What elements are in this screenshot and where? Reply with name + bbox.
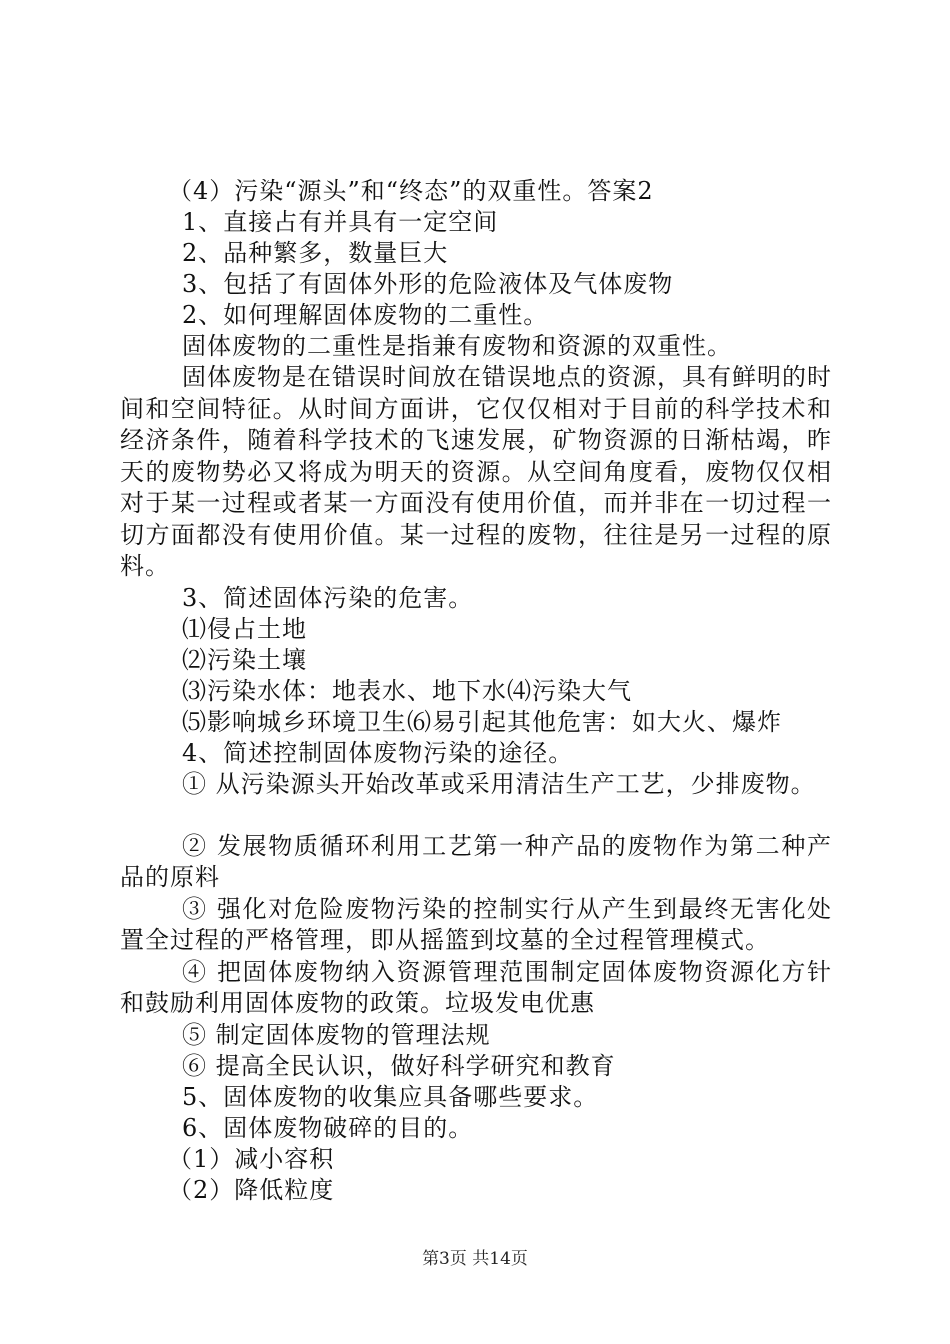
text-line: ① 从污染源头开始改革或采用清洁生产工艺，少排废物。 [182, 769, 816, 798]
paragraph: 固体废物是在错误时间放在错误地点的资源，具有鲜明的时间和空间特征。从时间方面讲，它仅仅相对于目前的科学技术和经济条件，随着科学技术的飞速发展，矿物资源的日渐枯竭，昨天的废物势必又将成为明天的资源。从空间角度看，废物仅仅相对于某一过程或者某一方面没有使用价值，而并非在一切过程一切方面都没有使用价值。某一过程的废物，往往是另一过程的原料。 [120, 363, 832, 580]
text-line: 2、品种繁多，数量巨大 [182, 239, 449, 267]
paragraph: ④ 把固体废物纳入资源管理范围制定固体废物资源化方针和鼓励利用固体废物的政策。垃圾发电优惠 [120, 957, 832, 1017]
text-line: ⑥ 提高全民认识，做好科学研究和教育 [182, 1051, 616, 1080]
text-line: 2、如何理解固体废物的二重性。 [182, 301, 549, 329]
text-line: 1、直接占有并具有一定空间 [182, 208, 499, 236]
paragraph: ② 发展物质循环利用工艺第一种产品的废物作为第二种产品的原料 [120, 831, 832, 891]
text-line: （1）减小容积 [168, 1144, 335, 1173]
text-line: ⑶污染水体：地表水、地下水⑷污染大气 [182, 676, 632, 705]
text-line: ⑵污染土壤 [182, 645, 307, 674]
text-line: ⑤ 制定固体废物的管理法规 [182, 1020, 491, 1049]
document-body [120, 176, 832, 1206]
page-footer: 第3页 共14页 [422, 1249, 528, 1269]
text-line: 6、固体废物破碎的目的。 [182, 1113, 474, 1142]
text-line: 4、简述控制固体废物污染的途径。 [182, 738, 574, 767]
text-line: 3、简述固体污染的危害。 [182, 583, 474, 612]
blank-line [120, 800, 832, 831]
text-line: （4）污染“源头”和“终态”的双重性。答案2 [168, 177, 654, 205]
text-line: 固体废物的二重性是指兼有废物和资源的双重性。 [182, 332, 732, 360]
text-line: 3、包括了有固体外形的危险液体及气体废物 [182, 270, 674, 298]
text-line: （2）降低粒度 [168, 1175, 335, 1204]
paragraph: ③ 强化对危险废物污染的控制实行从产生到最终无害化处置全过程的严格管理，即从摇篮到坟墓的全过程管理模式。 [120, 894, 832, 954]
text-line: ⑸影响城乡环境卫生⑹易引起其他危害：如大火、爆炸 [182, 707, 782, 736]
text-line: ⑴侵占土地 [182, 614, 307, 643]
text-line: 5、固体废物的收集应具备哪些要求。 [182, 1082, 599, 1111]
